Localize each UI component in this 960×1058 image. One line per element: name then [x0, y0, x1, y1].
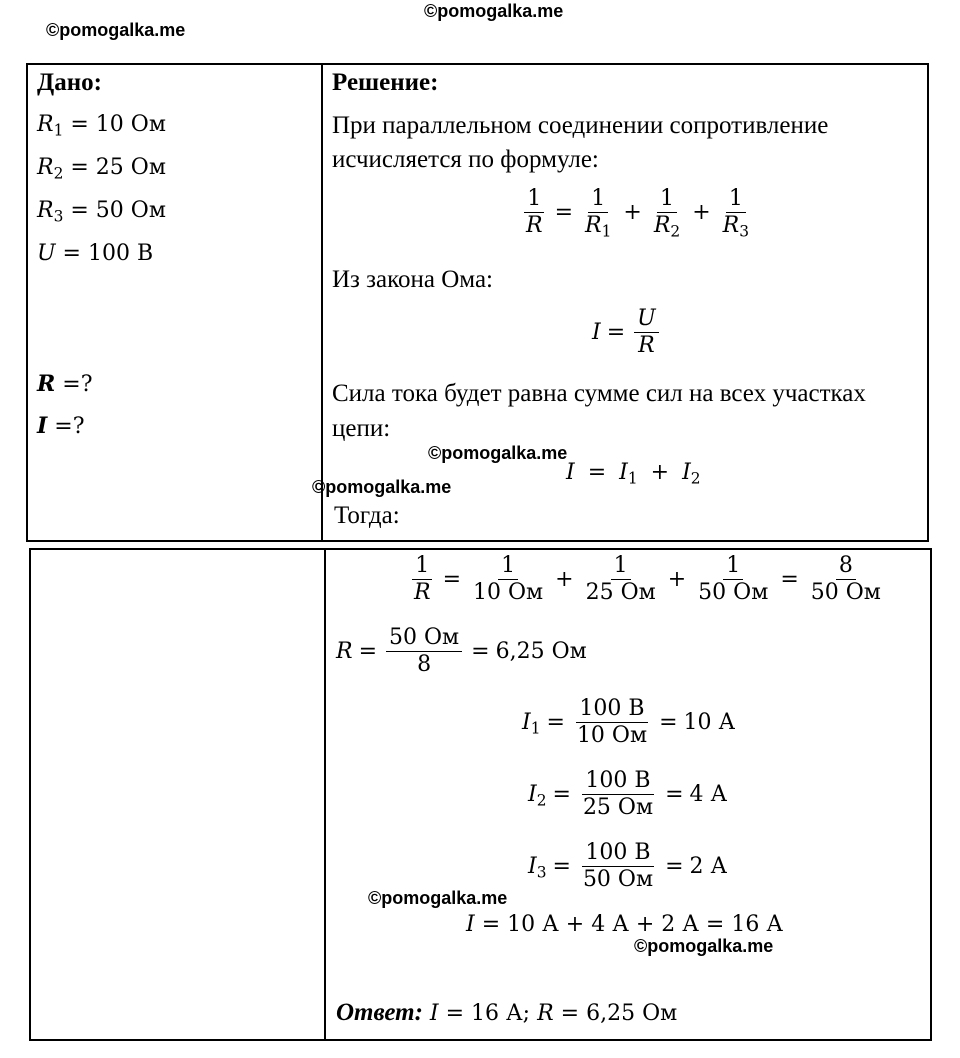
column-divider — [324, 548, 326, 1041]
given-u: U = 100 В — [37, 241, 154, 266]
given-r2: $R_2 = 25$ Ом — [37, 155, 166, 183]
calc-i3: $I_3$ = $\frac{100 В}{50 Ом}$ = 2 А — [528, 840, 728, 893]
watermark: ©pomogalka.me — [312, 477, 452, 497]
watermark: ©pomogalka.me — [46, 20, 186, 40]
given-r3: $R_3 = 50$ Ом — [37, 198, 166, 226]
solution-text: цепи: — [332, 415, 391, 442]
find-i: I =? — [37, 413, 85, 439]
solution-header: Решение: — [332, 69, 439, 96]
answer: Ответ: I = 16 А; R = 6,25 Ом — [336, 999, 678, 1026]
find-r: R =? — [37, 371, 93, 397]
calc-i1: $I_1$ = $\frac{100 В}{10 Ом}$ = 10 А — [522, 696, 736, 749]
formula-ohm: I = $\frac{U}{R}$ — [592, 306, 662, 360]
formula-parallel: $\frac{1}{R}$ = $\frac{1}{R_1}$ + $\frac{1}{R_2}$ + $\frac{1}{R_3}$ — [526, 186, 750, 241]
table-bottom — [29, 548, 932, 1041]
calc-resistance: R = $\frac{50 Ом}{8}$ = 6,25 Ом — [336, 625, 587, 678]
formula-current-sum: $I = I_1 + I_2$ — [566, 460, 701, 488]
solution-text: Сила тока будет равна сумме сил на всех участках — [332, 380, 866, 407]
calc-i2: $I_2$ = $\frac{100 В}{25 Ом}$ = 4 А — [528, 768, 728, 821]
solution-text: Тогда: — [334, 502, 400, 529]
calc-total-current: I = 10 А + 4 А + 2 А = 16 А — [466, 912, 783, 937]
solution-text: При параллельном соединении сопротивление — [332, 112, 829, 139]
column-divider — [321, 63, 323, 542]
solution-text: исчисляется по формуле: — [332, 146, 599, 173]
watermark: ©pomogalka.me — [634, 936, 774, 956]
given-header: Дано: — [37, 69, 102, 96]
solution-text: Из закона Ома: — [332, 266, 493, 293]
watermark: ©pomogalka.me — [428, 443, 568, 463]
calc-resistance-sum: $\frac{1}{R}$ = $\frac{1}{10 Ом}$ + $\frac{1}{25 Ом}$ + $\frac{1}{50 Ом}$ = $\frac{8}{50 Ом}$ — [414, 553, 881, 606]
watermark: ©pomogalka.me — [424, 1, 564, 21]
given-r1: $R_1 = 10$ Ом — [37, 112, 166, 140]
watermark: ©pomogalka.me — [368, 888, 508, 908]
